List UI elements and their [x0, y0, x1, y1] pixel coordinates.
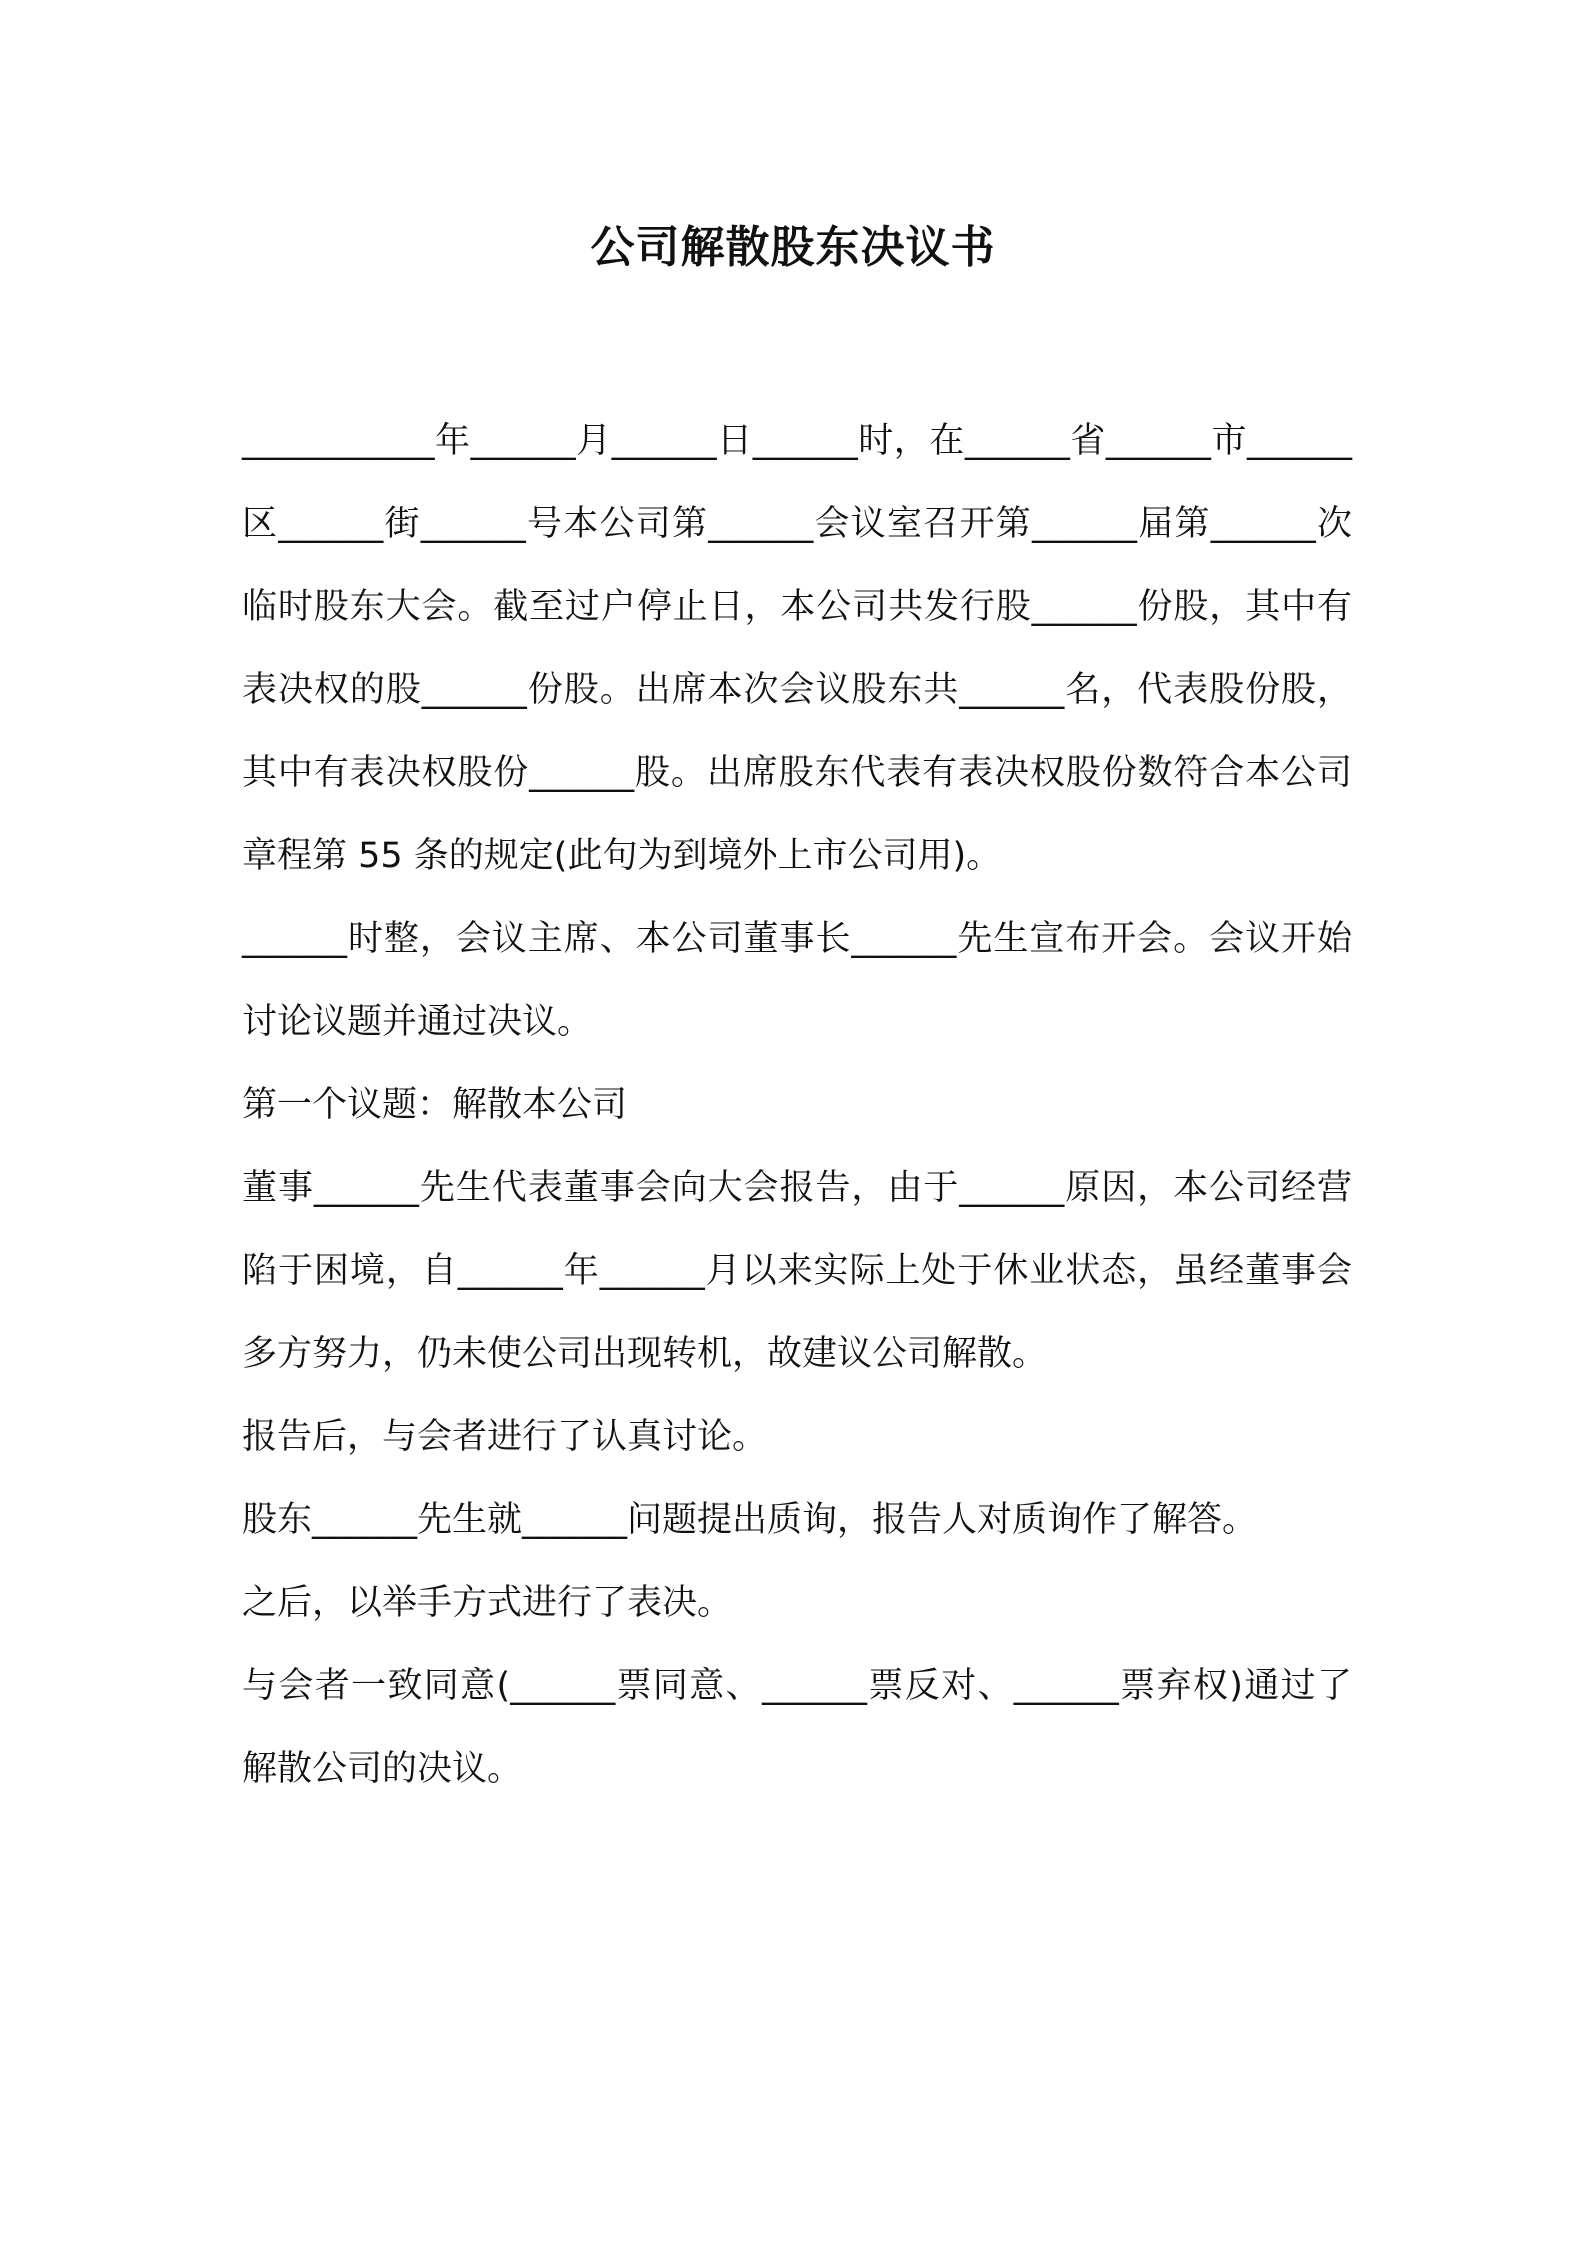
paragraph-opening: ______时整，会议主席、本公司董事长______先生宣布开会。会议开始讨论议题并通过决议。	[242, 919, 1352, 1042]
paragraph-vote-method: 之后，以举手方式进行了表决。	[242, 1583, 733, 1623]
paragraph-discussion: 报告后，与会者进行了认真讨论。	[242, 1417, 768, 1457]
paragraph-director-report: 董事______先生代表董事会向大会报告，由于______原因，本公司经营陷于困境，自______年______月以来实际上处于休业状态，虽经董事会多方努力，仍未使公司出现转机，故建议公司解散。	[242, 1168, 1352, 1374]
paragraph-resolution: 与会者一致同意(______票同意、______票反对、______票弃权)通过了解散公司的决议。	[242, 1666, 1352, 1789]
paragraph-inquiry: 股东______先生就______问题提出质询，报告人对质询作了解答。	[242, 1500, 1258, 1540]
document-title: 公司解散股东决议书	[590, 222, 996, 273]
paragraph-meeting-info: ___________年______月______日______时，在______省______市______区______街______号本公司第______会议室召开第______届第______次临时股东大会。截至过户停止日，本公司共发行股______份股，其中有表决权的股______份股。出席本次会议股东共______名，代表股份股，其中有表决权股份______股。出席股东代表有表决权股份数符合本公司章程第 55 条的规定(此句为到境外上市公司用)。	[242, 421, 1352, 876]
paragraph-agenda-item: 第一个议题：解散本公司	[242, 1085, 628, 1125]
document-body	[242, 400, 1352, 1811]
